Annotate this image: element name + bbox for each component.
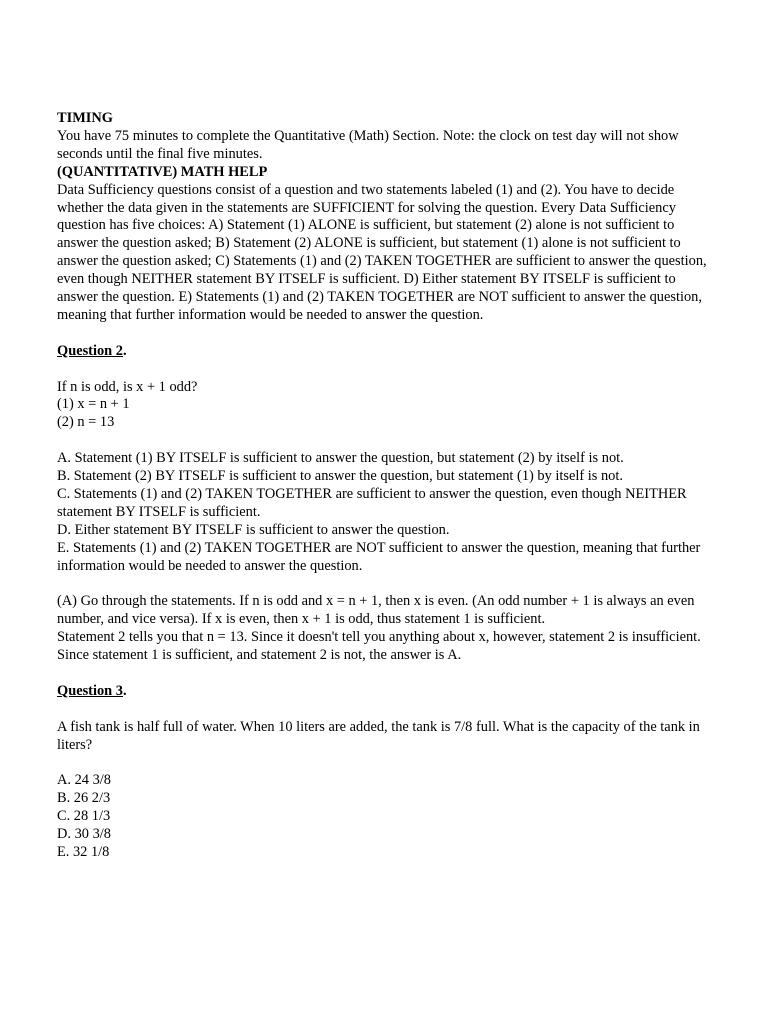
question-2-choice-c: C. Statements (1) and (2) TAKEN TOGETHER are sufficient to answer the question, even though NEITHER statement BY ITSELF is sufficient. — [57, 485, 687, 520]
question-2-choice-a: A. Statement (1) BY ITSELF is sufficient to answer the question, but statement (2) by itself is not. — [57, 450, 624, 467]
question-3-choice-c: C. 28 1/3 — [57, 808, 111, 825]
question-3-prompt: A fish tank is half full of water. When 10 liters are added, the tank is 7/8 full. What is the capacity of the tank in liters? — [57, 718, 700, 753]
question-3-heading-period: . — [122, 682, 127, 699]
question-2-heading — [57, 343, 717, 361]
timing-heading: TIMING — [57, 110, 113, 126]
question-3-choice-e: E. 32 1/8 — [57, 844, 110, 861]
spacer — [57, 701, 717, 719]
question-3-choice-a: A. 24 3/8 — [57, 772, 111, 789]
question-2-heading-text: Question 2 — [57, 342, 123, 359]
spacer — [57, 755, 717, 773]
math-help-text: Data Sufficiency questions consist of a question and two statements labeled (1) and (2). You have to decide whether the data given in the statements are SUFFICIENT for solving the question. Every Data Sufficiency question has five choices: A) Statement (1) ALONE is sufficient, but statement (2) alone is not sufficient to answer the question asked; B) Statement (2) ALONE is sufficient, but statement (1) alone is not sufficient to answer the question asked; C) Statements (1) and (2) TAKEN TOGETHER are sufficient to answer the question, even though NEITHER statement BY ITSELF is sufficient. D) Either statement BY ITSELF is sufficient to answer the question. E) Statements (1) and (2) TAKEN TOGETHER are NOT sufficient to answer the question, meaning that further information would be needed to answer the question. — [57, 181, 707, 323]
question-2-statement-1: (1) x = n + 1 — [57, 396, 130, 413]
question-2-choice-d: D. Either statement BY ITSELF is sufficient to answer the question. — [57, 521, 450, 538]
spacer — [57, 361, 717, 379]
document-page — [57, 110, 717, 862]
timing-text: You have 75 minutes to complete the Quantitative (Math) Section. Note: the clock on test day will not show seconds until the final five minutes. — [57, 127, 679, 162]
question-3-choice-b: B. 26 2/3 — [57, 790, 111, 807]
spacer — [57, 432, 717, 450]
spacer — [57, 576, 717, 594]
question-2-choice-b: B. Statement (2) BY ITSELF is sufficient to answer the question, but statement (1) by itself is not. — [57, 468, 623, 485]
spacer — [57, 665, 717, 683]
question-2-explanation-2: Statement 2 tells you that n = 13. Since it doesn't tell you anything about x, however, statement 2 is insufficient. Since statement 1 is sufficient, and statement 2 is not, the answer is A. — [57, 629, 701, 664]
spacer — [57, 325, 717, 343]
question-2-choice-e: E. Statements (1) and (2) TAKEN TOGETHER are NOT sufficient to answer the question, meaning that further information would be needed to answer the question. — [57, 539, 701, 574]
question-3-heading-text: Question 3 — [57, 682, 123, 699]
question-2-heading-period: . — [122, 342, 127, 359]
question-3-choice-d: D. 30 3/8 — [57, 826, 111, 843]
question-2-explanation-1: (A) Go through the statements. If n is odd and x = n + 1, then x is even. (An odd number + 1 is always an even number, and vice versa). If x is even, then x + 1 is odd, thus statement 1 is sufficient. — [57, 593, 695, 628]
question-2-statement-2: (2) n = 13 — [57, 414, 115, 431]
question-2-prompt: If n is odd, is x + 1 odd? — [57, 378, 198, 395]
math-help-heading: (QUANTITATIVE) MATH HELP — [57, 163, 268, 180]
question-3-heading — [57, 683, 717, 701]
